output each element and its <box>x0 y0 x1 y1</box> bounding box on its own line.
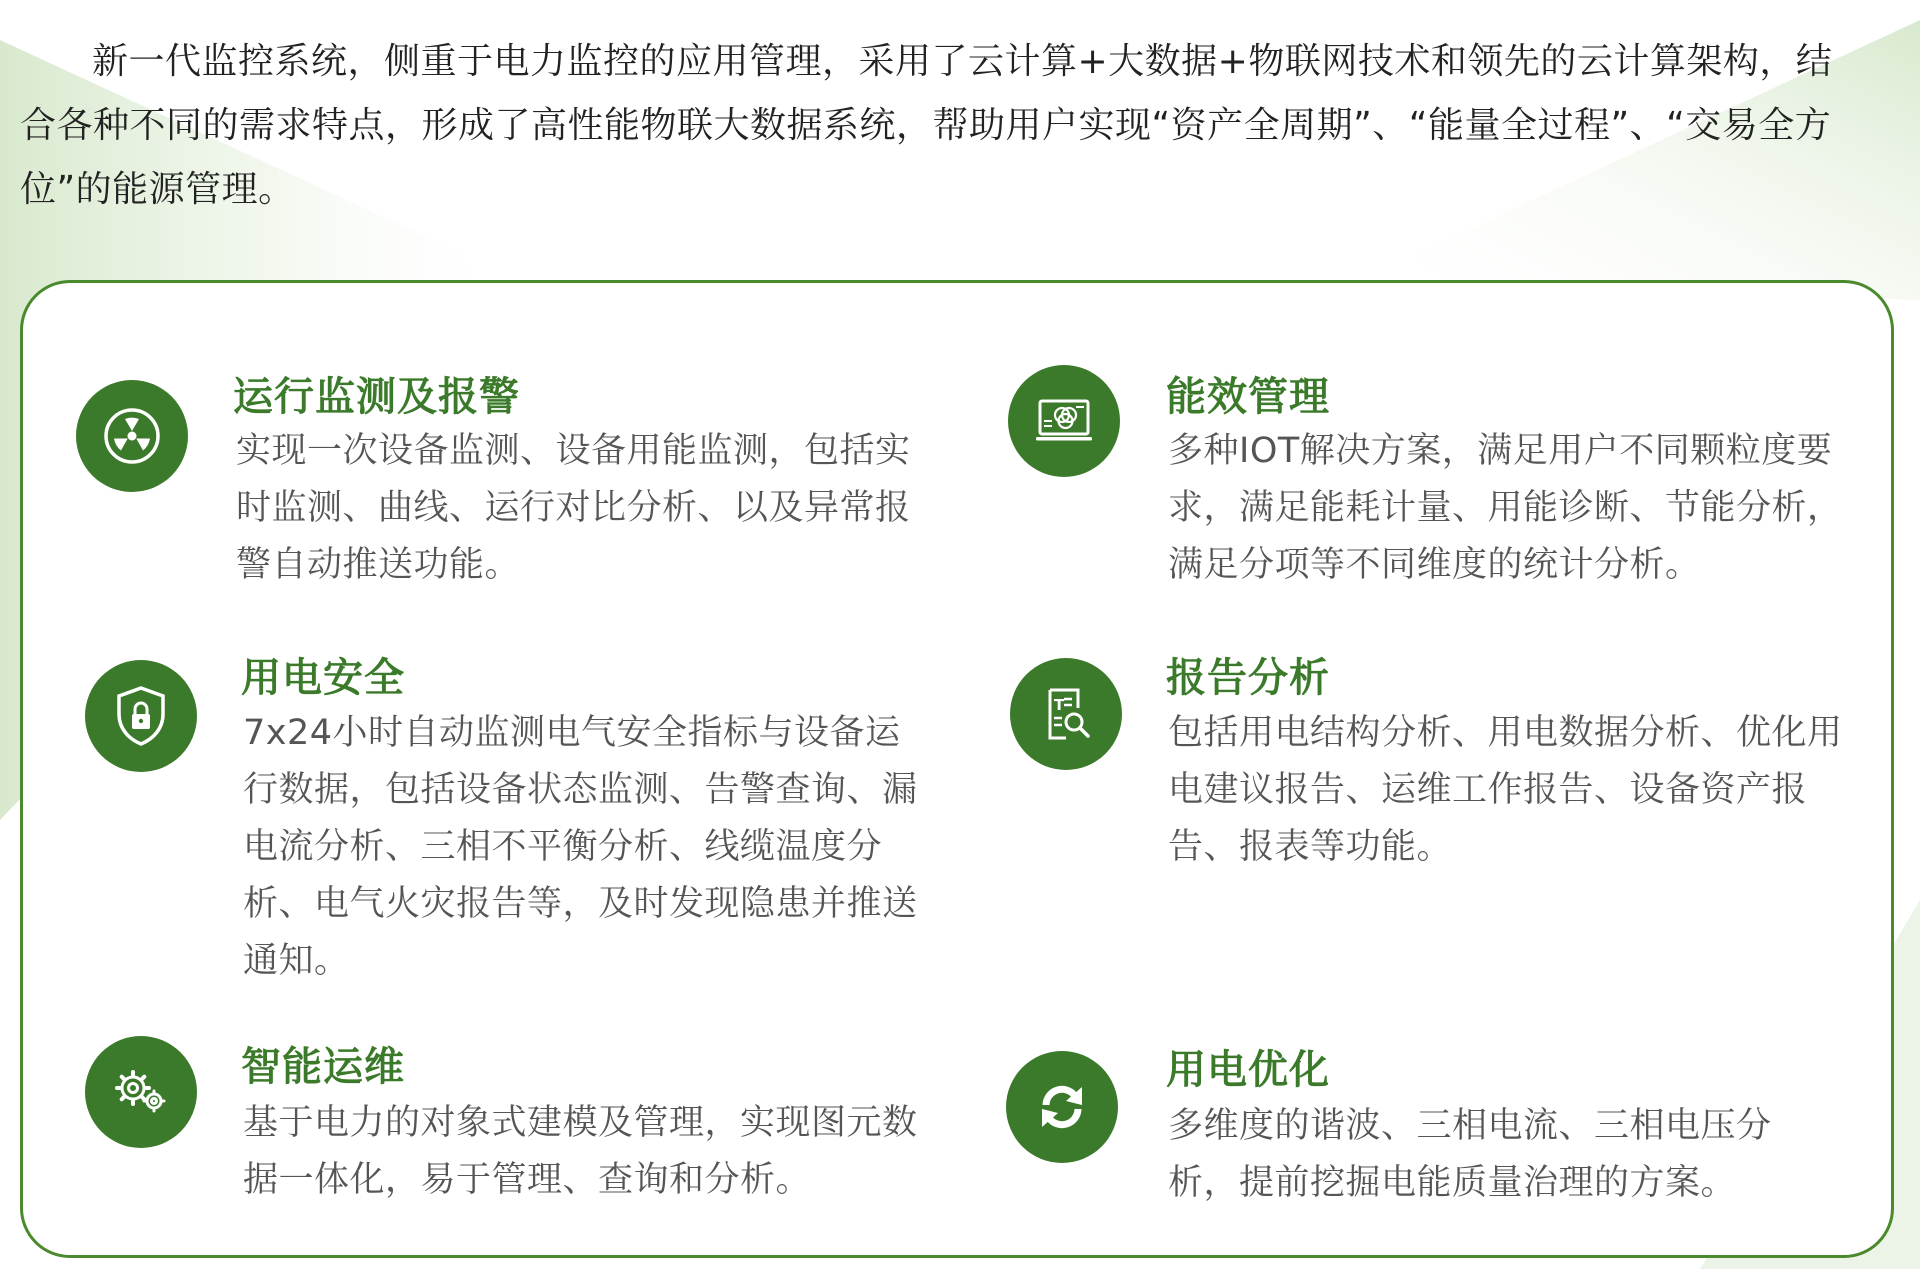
feature-title: 智能运维 <box>241 1044 405 1090</box>
intro-paragraph: 新一代监控系统，侧重于电力监控的应用管理，采用了云计算+大数据+物联网技术和领先的云计算架构，结合各种不同的需求特点，形成了高性能物联大数据系统，帮助用户实现“资产全周期”、“能量全过程”、“交易全方位”的能源管理。 <box>20 41 1833 210</box>
feature-description: 7x24小时自动监测电气安全指标与设备运行数据，包括设备状态监测、告警查询、漏电流分析、三相不平衡分析、线缆温度分析、电气火灾报告等，及时发现隐患并推送通知。 <box>243 713 918 981</box>
monitor-circles-icon <box>1008 365 1120 477</box>
feature-title: 运行监测及报警 <box>233 374 520 420</box>
refresh-icon <box>1006 1051 1118 1163</box>
report-search-icon <box>1010 658 1122 770</box>
feature-title: 用电安全 <box>241 655 405 701</box>
gears-icon <box>85 1036 197 1148</box>
feature-title: 能效管理 <box>1166 374 1330 420</box>
feature-description: 包括用电结构分析、用电数据分析、优化用电建议报告、运维工作报告、设备资产报告、报表等功能。 <box>1168 713 1843 867</box>
radiation-icon <box>76 380 188 492</box>
svg-text:T: T <box>1054 696 1065 714</box>
feature-title: 报告分析 <box>1166 655 1330 701</box>
feature-description: 多种IOT解决方案，满足用户不同颗粒度要求，满足能耗计量、用能诊断、节能分析，满足分项等不同维度的统计分析。 <box>1168 431 1843 585</box>
feature-description: 多维度的谐波、三相电流、三相电压分析，提前挖掘电能质量治理的方案。 <box>1168 1106 1772 1203</box>
features-card <box>20 280 1894 1258</box>
feature-description: 实现一次设备监测、设备用能监测，包括实时监测、曲线、运行对比分析、以及异常报警自动推送功能。 <box>236 431 911 585</box>
feature-title: 用电优化 <box>1166 1047 1330 1093</box>
feature-description: 基于电力的对象式建模及管理，实现图元数据一体化，易于管理、查询和分析。 <box>243 1103 918 1200</box>
shield-lock-icon <box>85 660 197 772</box>
